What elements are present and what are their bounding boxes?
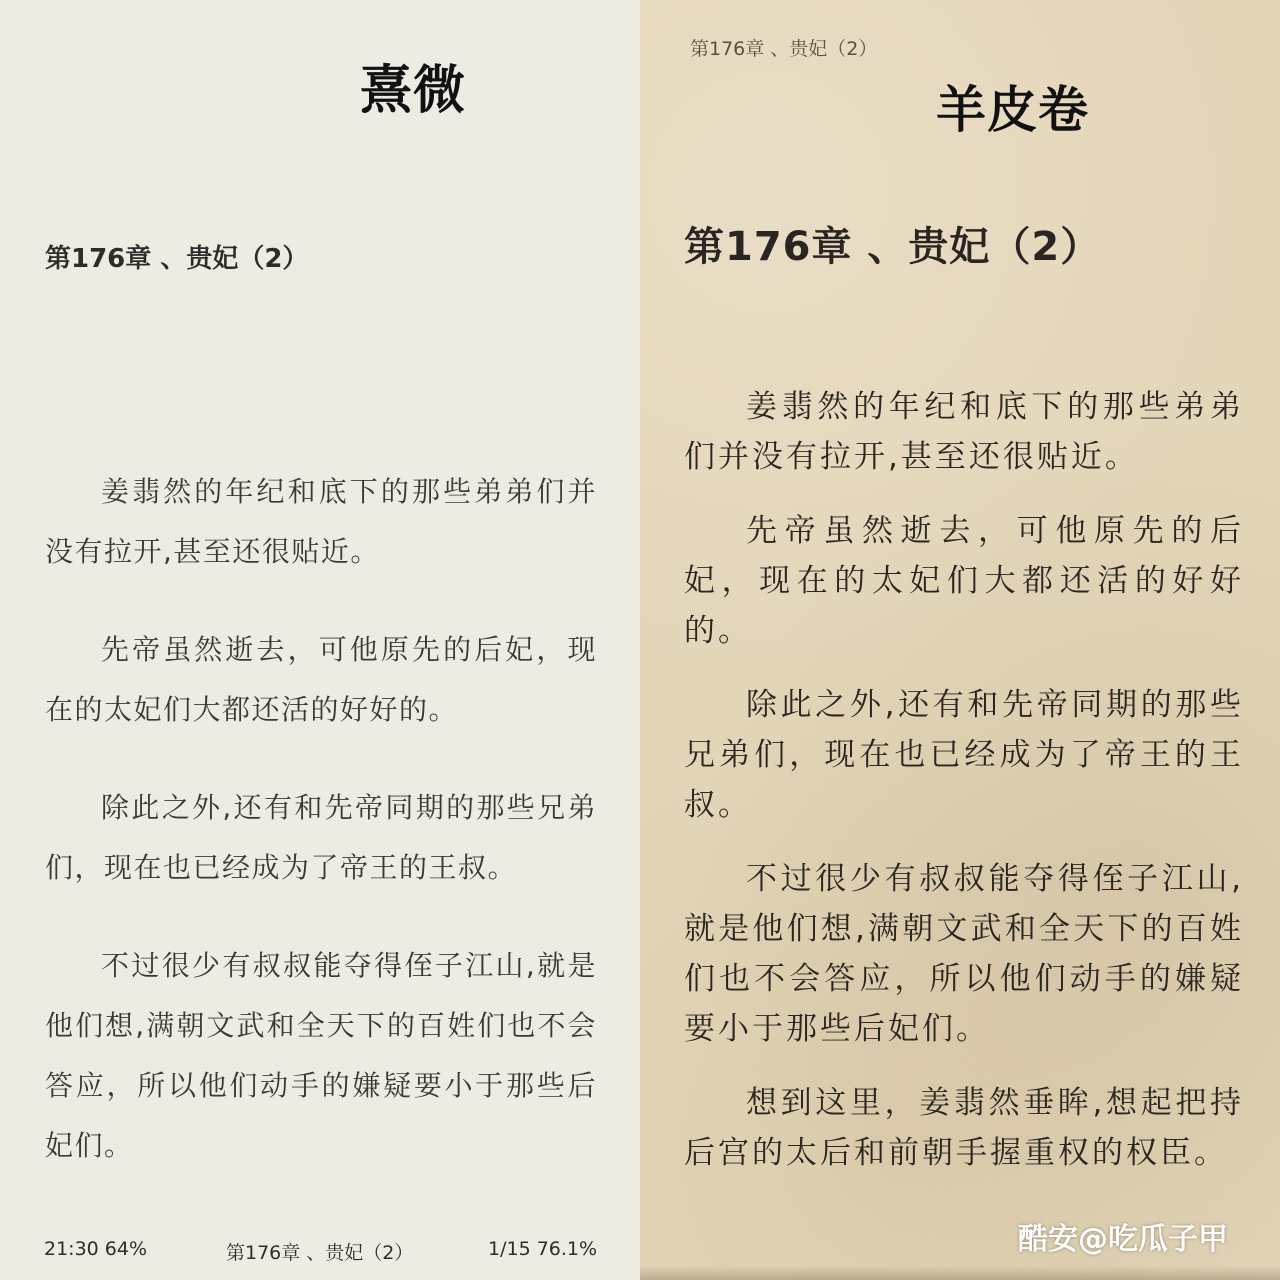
footer-chapter-title: 第176章 、贵妃（2） <box>226 1242 414 1264</box>
reading-content[interactable] <box>684 382 1244 1202</box>
reading-content[interactable] <box>45 462 597 1214</box>
paragraph: 姜翡然的年纪和底下的那些弟弟们并没有拉开,甚至还很贴近。 <box>684 389 1244 475</box>
watermark: 酷安@吃瓜子甲 <box>1018 1222 1228 1257</box>
paragraph: 除此之外,还有和先帝同期的那些兄弟们，现在也已经成为了帝王的王叔。 <box>684 687 1244 823</box>
paragraph: 先帝虽然逝去，可他原先的后妃，现在的太妃们大都还活的好好的。 <box>684 513 1244 649</box>
paragraph: 姜翡然的年纪和底下的那些弟弟们并没有拉开,甚至还很贴近。 <box>45 475 597 568</box>
status-time-battery: 21:30 64% <box>44 1238 148 1260</box>
paragraph: 不过很少有叔叔能夺得侄子江山,就是他们想,满朝文武和全天下的百姓们也不会答应，所以他们动手的嫌疑要小于那些后妃们。 <box>684 861 1244 1047</box>
chapter-title: 第176章 、贵妃（2） <box>684 224 1102 270</box>
paragraph: 不过很少有叔叔能夺得侄子江山,就是他们想,满朝文武和全天下的百姓们也不会答应，所以他们动手的嫌疑要小于那些后妃们。 <box>45 949 597 1162</box>
paragraph: 想到这里，姜翡然垂眸,想起把持后宫的太后和前朝手握重权的权臣。 <box>684 1085 1244 1171</box>
paragraph: 除此之外,还有和先帝同期的那些兄弟们，现在也已经成为了帝王的王叔。 <box>45 791 597 884</box>
header-chapter-title: 第176章 、贵妃（2） <box>690 38 878 60</box>
chapter-title: 第176章 、贵妃（2） <box>45 244 309 274</box>
page-progress: 1/15 76.1% <box>488 1238 598 1260</box>
paragraph: 先帝虽然逝去，可他原先的后妃，现在的太妃们大都还活的好好的。 <box>45 633 597 726</box>
theme-label: 羊皮卷 <box>936 81 1089 139</box>
right-panel-parchment-theme <box>640 0 1280 1280</box>
theme-label: 熹微 <box>360 61 467 121</box>
page-edge-shadow <box>640 1266 1280 1280</box>
